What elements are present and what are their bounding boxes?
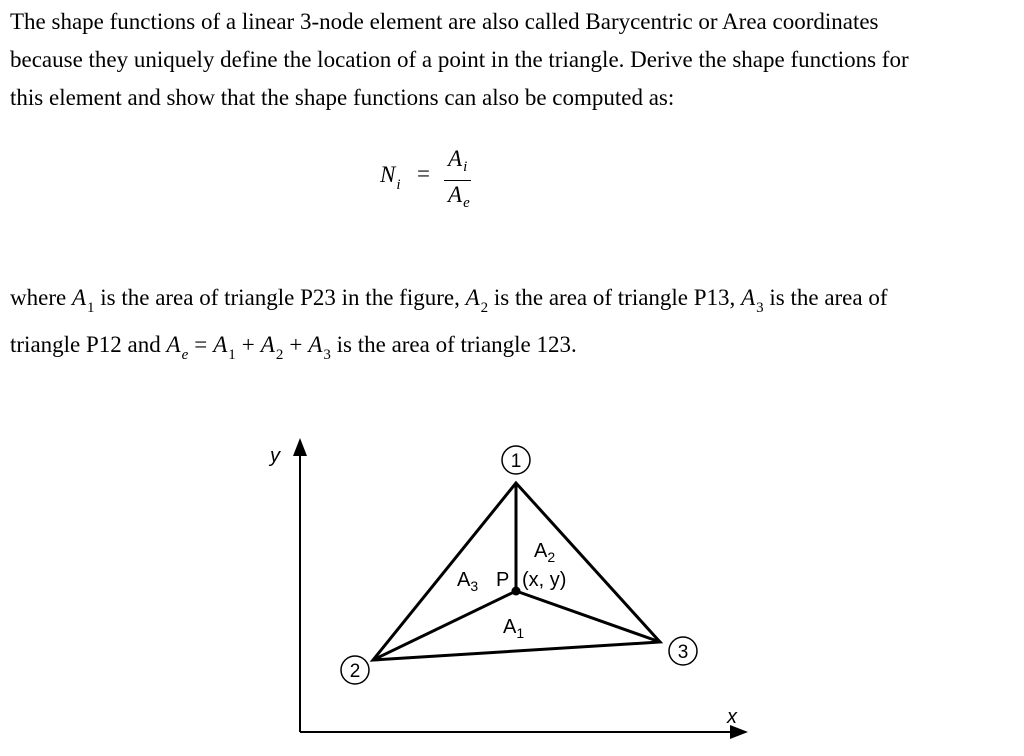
intro-line-3: this element and show that the shape functions can also be computed as:	[10, 85, 675, 110]
area-a1-label: $A_1$	[503, 616, 525, 641]
where-a1: $A_1$	[71, 285, 95, 316]
equation-lhs: $N_i$	[380, 162, 401, 193]
where-text-3: is the area of triangle P13,	[493, 285, 736, 310]
point-p	[512, 587, 521, 596]
node-3-label: 3	[677, 642, 689, 663]
y-axis-arrow	[293, 438, 307, 456]
where-plus-2: +	[289, 332, 303, 357]
area-a3-label: $A_3$	[457, 569, 479, 594]
where-text-6: is the area of triangle 123.	[336, 332, 577, 357]
node-1-label: 1	[510, 451, 522, 472]
where-ae: $A_e$	[166, 332, 189, 363]
where-a2: $A_2$	[465, 285, 489, 316]
where-text-4: is the area of	[769, 285, 888, 310]
node-2-label: 2	[349, 661, 361, 682]
point-p-label: P	[496, 569, 510, 591]
intro-line-1: The shape functions of a linear 3-node element are also called Barycentric or Area coordinates	[10, 9, 879, 34]
where-text-1: where	[10, 285, 67, 310]
equation-numerator: $A_i$	[448, 146, 468, 175]
where-sum-a3: $A_3$	[308, 332, 331, 363]
y-axis-label: y	[270, 445, 280, 467]
point-p-coordinates: (x, y)	[522, 569, 567, 591]
equation-equals-sign: =	[417, 161, 430, 186]
where-sum-a1: $A_1$	[213, 332, 236, 363]
area-a2-label: $A_2$	[534, 540, 556, 565]
intro-line-2: because they uniquely define the location of a point in the triangle. Derive the shape functions for	[10, 47, 909, 72]
equation-denominator: $A_e$	[448, 182, 470, 211]
x-axis-label: x	[727, 706, 737, 728]
where-sum-a2: $A_2$	[260, 332, 284, 363]
where-a3: $A_3$	[741, 285, 764, 316]
where-plus-1: +	[241, 332, 255, 357]
where-equals: =	[194, 332, 208, 357]
where-text-5: triangle P12 and	[10, 332, 161, 357]
where-text-2: is the area of triangle P23 in the figure,	[100, 285, 460, 310]
line-p-to-node-2	[373, 591, 516, 660]
